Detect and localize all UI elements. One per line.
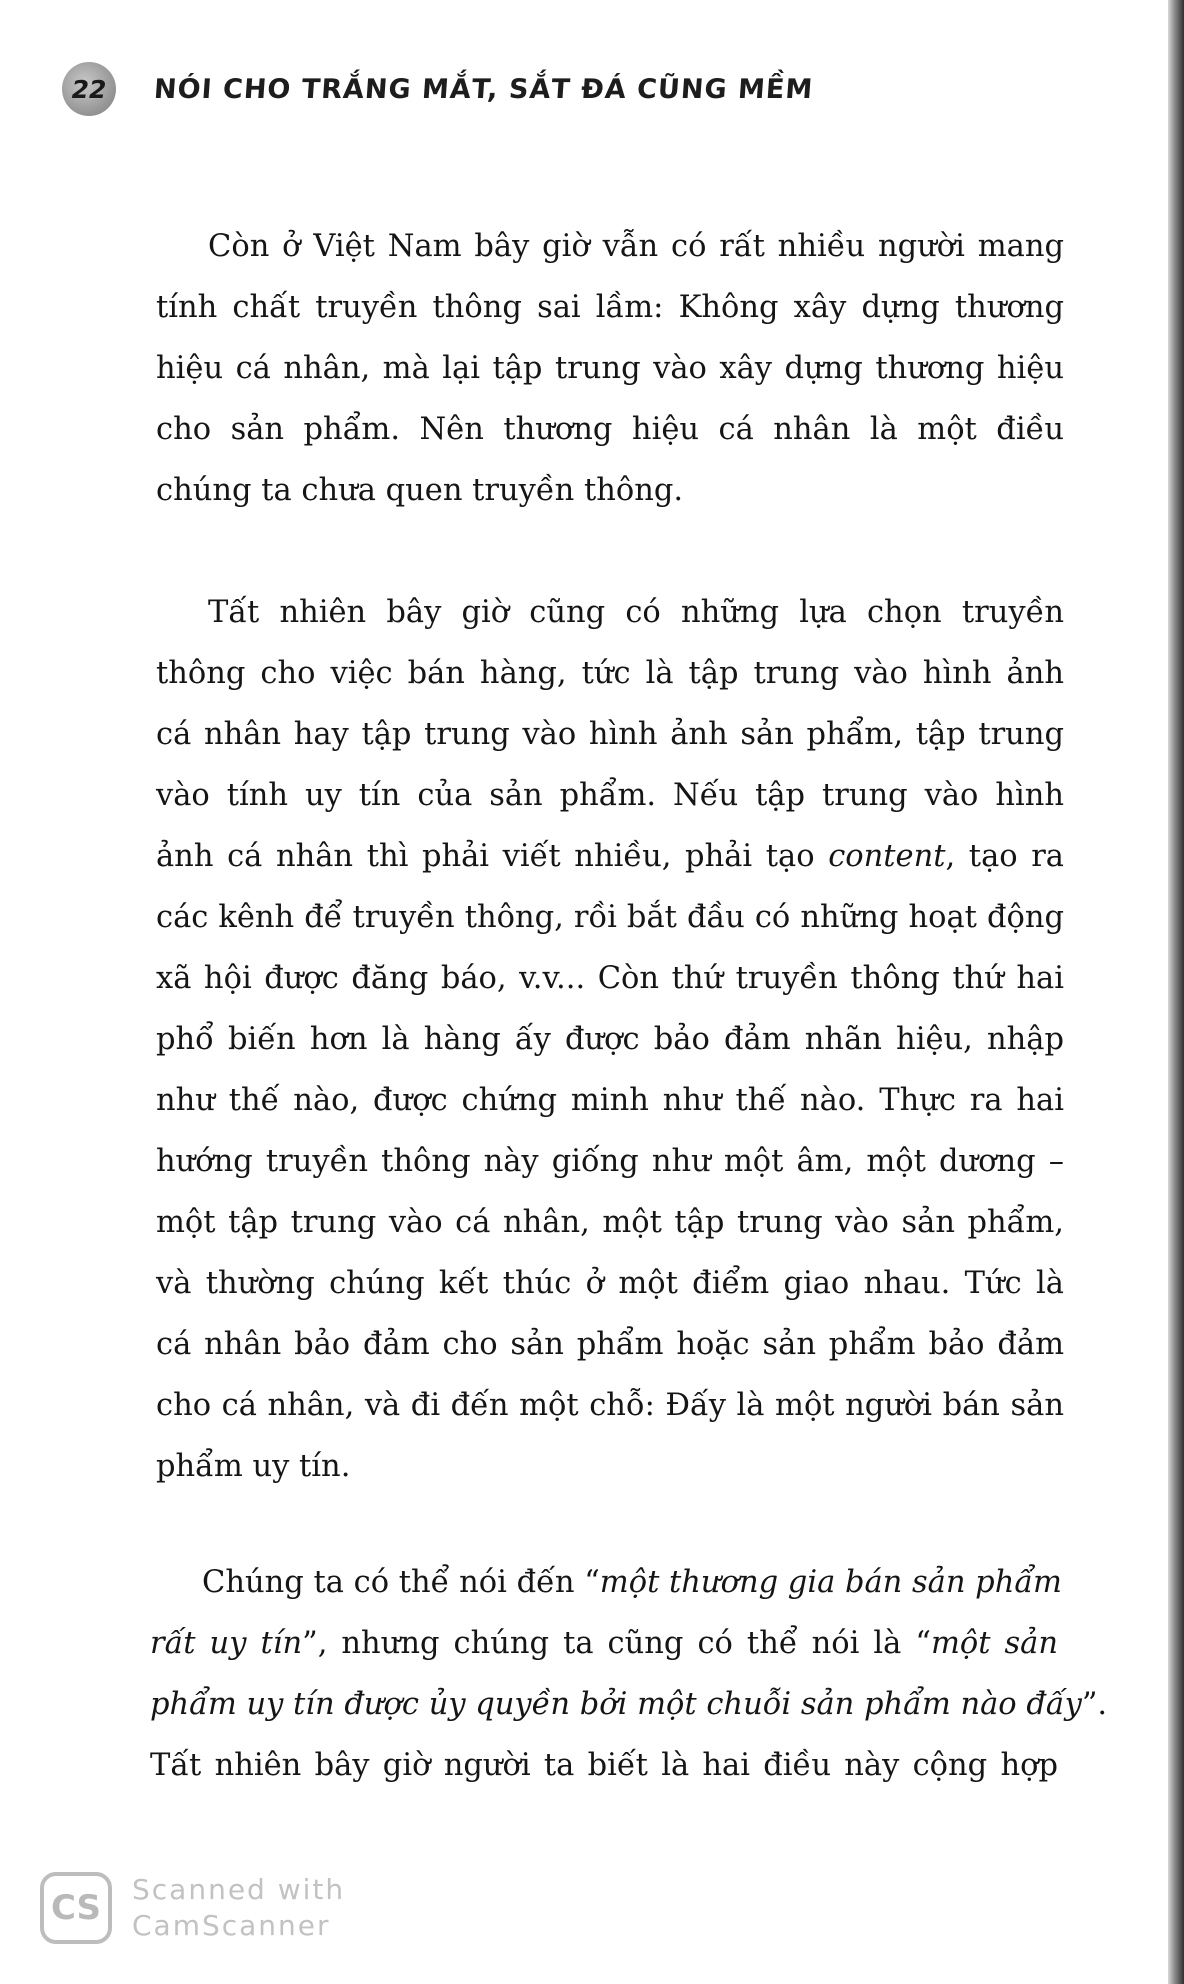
camscanner-logo-icon: CS: [40, 1872, 112, 1944]
text-line: và thường chúng kết thúc ở một điểm giao nhau. Tức là: [156, 1266, 1064, 1301]
text-line: phổ biến hơn là hàng ấy được bảo đảm nhãn hiệu, nhập: [156, 1022, 1064, 1057]
text-line: ảnh cá nhân thì phải viết nhiều, phải tạo content, tạo ra: [156, 839, 1064, 874]
text-line: thông cho việc bán hàng, tức là tập trung vào hình ảnh: [156, 656, 1064, 691]
text-line: Tất nhiên bây giờ người ta biết là hai điều này cộng hợp: [150, 1748, 1058, 1783]
text-run: Chúng ta có thể nói đến “: [202, 1565, 600, 1600]
quoted-phrase: rất uy tín: [150, 1626, 303, 1661]
text-line: cá nhân hay tập trung vào hình ảnh sản phẩm, tập trung: [156, 717, 1064, 752]
quoted-phrase: phẩm uy tín được ủy quyền bởi một chuỗi sản phẩm nào đấy: [150, 1687, 1082, 1722]
quoted-phrase: một thương gia bán sản phẩm: [599, 1565, 1062, 1600]
text-line: tính chất truyền thông sai lầm: Không xây dựng thương: [156, 290, 1064, 325]
paragraph-3: [150, 1552, 1108, 1796]
text-line: hiệu cá nhân, mà lại tập trung vào xây dựng thương hiệu: [156, 351, 1064, 386]
text-line-mixed: [150, 1613, 1058, 1674]
text-line: cá nhân bảo đảm cho sản phẩm hoặc sản phẩm bảo đảm: [156, 1327, 1064, 1362]
text-line: chúng ta chưa quen truyền thông.: [156, 473, 684, 508]
text-line: một tập trung vào cá nhân, một tập trung vào sản phẩm,: [156, 1205, 1064, 1240]
quoted-phrase: một sản: [930, 1626, 1058, 1661]
page-header: [62, 62, 813, 116]
text-line: xã hội được đăng báo, v.v... Còn thứ truyền thông thứ hai: [156, 961, 1064, 996]
watermark-line-1: Scanned with: [132, 1873, 346, 1906]
text-line: cho cá nhân, và đi đến một chỗ: Đấy là một người bán sản: [156, 1388, 1064, 1423]
text-line: hướng truyền thông này giống như một âm, một dương –: [156, 1144, 1064, 1179]
text-line: như thế nào, được chứng minh như thế nào. Thực ra hai: [156, 1083, 1064, 1118]
camscanner-watermark: [40, 1872, 345, 1944]
text-line: Còn ở Việt Nam bây giờ vẫn có rất nhiều người mang: [208, 229, 1064, 264]
text-line-mixed: [150, 1552, 1062, 1613]
text-line: vào tính uy tín của sản phẩm. Nếu tập trung vào hình: [156, 778, 1064, 813]
text-run: ”.: [1081, 1687, 1108, 1722]
scan-edge: [1168, 0, 1184, 1984]
paragraph-1: [156, 216, 1064, 521]
text-run: ”, nhưng chúng ta cũng có thể nói là “: [302, 1626, 931, 1661]
text-line: cho sản phẩm. Nên thương hiệu cá nhân là một điều: [156, 412, 1064, 447]
watermark-line-2: CamScanner: [132, 1909, 331, 1942]
text-line: Tất nhiên bây giờ cũng có những lựa chọn truyền: [208, 595, 1064, 630]
watermark-text: [132, 1872, 345, 1944]
page-number-badge: 22: [62, 62, 116, 116]
running-title: NÓI CHO TRẮNG MẮT, SẮT ĐÁ CŨNG MỀM: [152, 73, 815, 105]
italic-term: content: [828, 839, 946, 874]
text-line: các kênh để truyền thông, rồi bắt đầu có những hoạt động: [156, 900, 1064, 935]
paragraph-2: [156, 582, 1064, 1497]
text-line-mixed: [150, 1674, 1108, 1735]
text-line: phẩm uy tín.: [156, 1449, 351, 1484]
